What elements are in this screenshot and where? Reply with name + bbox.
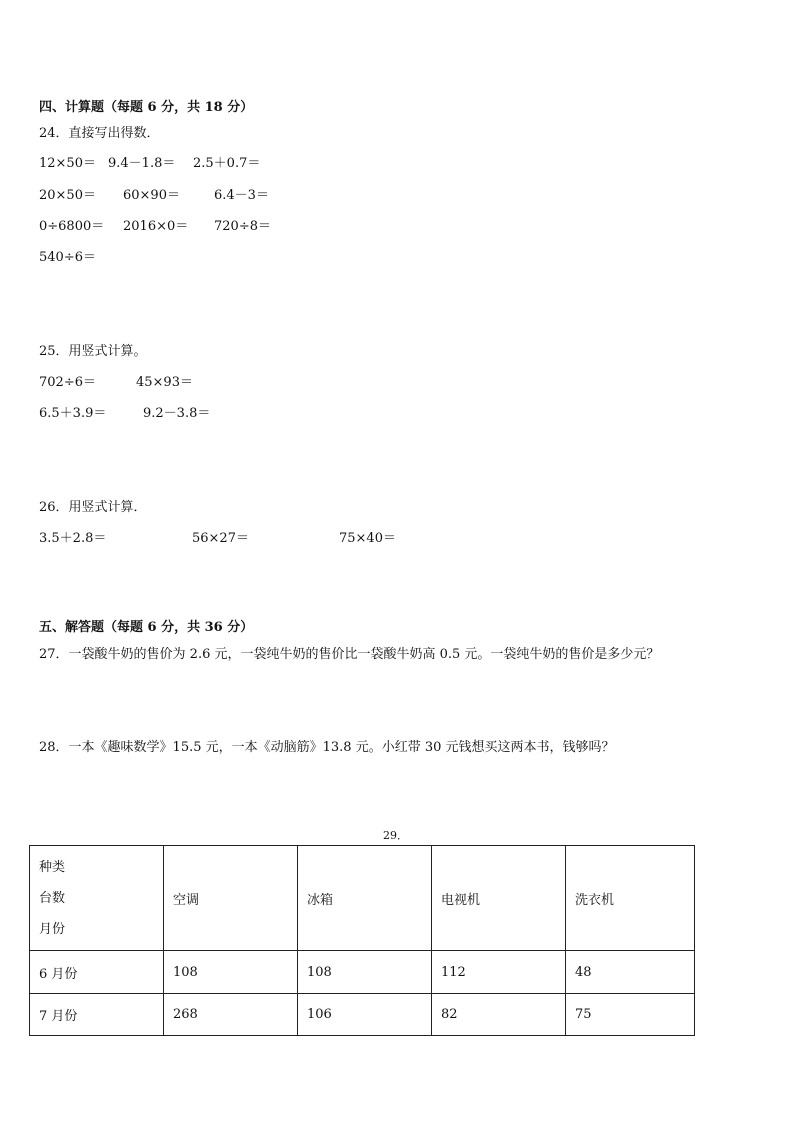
question-24-text: 24．直接写出得数． <box>39 126 160 141</box>
q26-expr: 56×27＝ <box>192 531 249 546</box>
diagonal-header-cell <box>30 846 164 951</box>
row-label: 7 月份 <box>30 994 164 1036</box>
table-cell: 108 <box>298 951 432 994</box>
q24-expr: 12×50＝ <box>39 156 96 171</box>
q25-expr: 45×93＝ <box>136 375 193 390</box>
table-header-row <box>30 846 695 951</box>
q24-expr: 0÷6800＝ <box>39 219 105 234</box>
header-diag-type: 种类 <box>39 859 66 875</box>
question-25-text: 25．用竖式计算。 <box>39 344 147 359</box>
table-cell: 112 <box>432 951 566 994</box>
section-4-title: 四、计算题（每题 6 分，共 18 分） <box>39 100 254 115</box>
q24-expr: 6.4－3＝ <box>214 188 269 203</box>
table-cell: 108 <box>164 951 298 994</box>
table-cell: 106 <box>298 994 432 1036</box>
table-cell: 75 <box>566 994 695 1036</box>
q25-expr: 6.5＋3.9＝ <box>39 406 107 421</box>
q26-expr: 3.5＋2.8＝ <box>39 531 107 546</box>
table-cell: 48 <box>566 951 695 994</box>
question-26-text: 26．用竖式计算． <box>39 500 147 515</box>
q24-expr: 2016×0＝ <box>123 219 189 234</box>
q24-expr: 20×50＝ <box>39 188 96 203</box>
column-header: 电视机 <box>432 846 566 951</box>
question-27-text: 27．一袋酸牛奶的售价为 2.6 元，一袋纯牛奶的售价比一袋酸牛奶高 0.5 元。一袋纯牛奶的售价是多少元？ <box>39 647 660 662</box>
table-cell: 268 <box>164 994 298 1036</box>
question-29-label: 29． <box>383 829 408 842</box>
section-5-title: 五、解答题（每题 6 分，共 36 分） <box>39 620 254 635</box>
q26-expr: 75×40＝ <box>339 531 396 546</box>
column-header: 冰箱 <box>298 846 432 951</box>
table-cell: 82 <box>432 994 566 1036</box>
column-header: 空调 <box>164 846 298 951</box>
q24-expr: 2.5＋0.7＝ <box>193 156 261 171</box>
table-row <box>30 951 695 994</box>
question-28-text: 28．一本《趣味数学》15.5 元，一本《动脑筋》13.8 元。小红带 30 元钱想买这两本书，钱够吗？ <box>39 740 615 755</box>
column-header: 洗衣机 <box>566 846 695 951</box>
q24-expr: 720÷8＝ <box>214 219 271 234</box>
q25-expr: 9.2－3.8＝ <box>143 406 211 421</box>
header-diag-count: 台数 <box>39 890 66 906</box>
q24-expr: 60×90＝ <box>123 188 180 203</box>
q25-expr: 702÷6＝ <box>39 375 96 390</box>
header-diag-month: 月份 <box>39 921 66 937</box>
q24-expr: 9.4－1.8＝ <box>108 156 176 171</box>
table-row <box>30 994 695 1036</box>
row-label: 6 月份 <box>30 951 164 994</box>
q24-expr: 540÷6＝ <box>39 250 96 265</box>
appliance-sales-table <box>29 845 695 1036</box>
